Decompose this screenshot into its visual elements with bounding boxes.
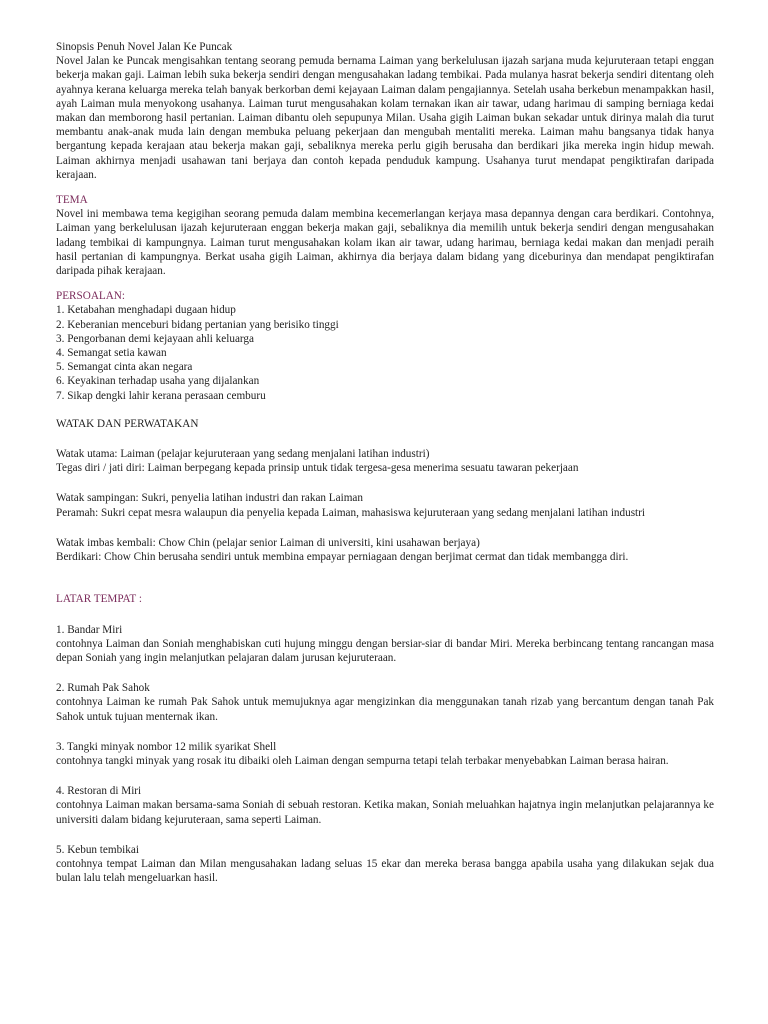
list-item: 1. Ketabahan menghadapi dugaan hidup [56, 304, 236, 317]
list-item: 5. Semangat cinta akan negara [56, 361, 193, 374]
synopsis-paragraph: Novel Jalan ke Puncak mengisahkan tentang seorang pemuda bernama Laiman yang berkelulusan ijazah sarjana muda kejuruteraan tetapi enggan bekerja makan gaji. Laiman lebih suka bekerja sendiri dengan mengusahakan ladang tembikai. Pada mulanya hasrat bekerja sendiri ditentang oleh ayahnya kerana keluarga mereka telah banyak berkorban demi kejayaan Laiman dalam pengajiannya. Setelah usaha berkebun menampakkan hasil, ayah Laiman mula menyokong usahanya. Laiman turut mengusahakan kolam ternakan ikan air tawar, udang harimau di samping berniaga kedai makan dan memborong hasil pertanian. Laiman dibantu oleh sepupunya Milan. Usaha gigih Laiman bukan sekadar untuk dirinya malah dia turut membantu anak-anak muda lain dengan membuka peluang pekerjaan dan mengubah mentaliti mereka. Laiman mahu bangsanya tidak hanya bergantung kepada kerajaan atau bekerja makan gaji, sebaliknya mereka perlu gigih berusaha dan berdikari jika mereka ingin hidup mewah. Laiman akhirnya menjadi usahawan tani berjaya dan contoh kepada penduduk kampung. Usahanya turut mendapat pengiktirafan daripada kerajaan. [56, 55, 714, 181]
latar-item-text: contohnya Laiman ke rumah Pak Sahok untuk memujuknya agar mengizinkan dia menggunakan tanah rizab yang bercantum dengan tanah Pak Sahok untuk tujuan menternak ikan. [56, 696, 714, 723]
persoalan-heading: PERSOALAN: [56, 290, 125, 303]
list-item: 2. Keberanian menceburi bidang pertanian yang berisiko tinggi [56, 318, 339, 331]
list-item: 3. Pengorbanan demi kejayaan ahli keluarga [56, 332, 254, 345]
list-item: 4. Semangat setia kawan [56, 347, 167, 360]
watak-sampingan-label: Watak sampingan: Sukri, penyelia latihan industri dan rakan Laiman [56, 492, 363, 505]
latar-item-5 [56, 843, 714, 886]
tema-heading: TEMA [56, 194, 88, 207]
latar-item-title: 3. Tangki minyak nombor 12 milik syarikat Shell [56, 740, 277, 753]
latar-item-title: 2. Rumah Pak Sahok [56, 682, 150, 695]
latar-item-1 [56, 623, 714, 666]
latar-item-3 [56, 740, 714, 768]
latar-heading: LATAR TEMPAT : [56, 593, 142, 606]
list-item: 6. Keyakinan terhadap usaha yang dijalankan [56, 375, 260, 388]
latar-item-title: 1. Bandar Miri [56, 623, 123, 636]
tema-paragraph: Novel ini membawa tema kegigihan seorang pemuda dalam membina kecemerlangan kerjaya masa depannya dengan cara berdikari. Contohnya, Laiman yang berkelulusan ijazah kejuruteraan enggan bekerja makan gaji, sebaliknya dia memilih untuk bekerja sendiri dengan mengusahakan ladang tembikai di kampungnya. Laiman turut mengusahakan kolam ikan air tawar, udang harimau, berniaga kedai makan dan menjadi peraih hasil pertanian di kampungnya. Berkat usaha gigih Laiman, akhirnya dia berjaya dalam bidang yang diceburinya dan mendapat pengiktirafan daripada pihak kerajaan. [56, 208, 714, 278]
persoalan-list [56, 303, 714, 402]
latar-item-title: 5. Kebun tembikai [56, 843, 139, 856]
latar-item-text: contohnya tempat Laiman dan Milan mengusahakan ladang seluas 15 ekar dan mereka berasa bangga apabila usaha yang dilakukan sejak dua bulan lalu telah mengeluarkan hasil. [56, 857, 714, 885]
watak-sampingan-desc: Peramah: Sukri cepat mesra walaupun dia penyelia kepada Laiman, mahasiswa kejuruteraan yang sedang menjalani latihan industri [56, 506, 645, 519]
latar-item-4 [56, 784, 714, 827]
latar-item-2 [56, 681, 714, 724]
latar-item-text: contohnya Laiman makan bersama-sama Soniah di sebuah restoran. Ketika makan, Soniah meluahkan hajatnya ingin melanjutkan pelajarannya ke universiti dalam bidang kejuruteraan, sama seperti Laiman. [56, 799, 714, 826]
latar-item-text: contohnya tangki minyak yang rosak itu dibaiki oleh Laiman dengan sempurna tetapi telah terbakar menyebabkan Laiman berasa hairan. [56, 754, 669, 767]
watak-imbas-label: Watak imbas kembali: Chow Chin (pelajar senior Laiman di universiti, kini usahawan berjaya) [56, 536, 480, 549]
document-title: Sinopsis Penuh Novel Jalan Ke Puncak [56, 41, 233, 53]
list-item: 7. Sikap dengki lahir kerana perasaan cemburu [56, 389, 266, 402]
watak-heading: WATAK DAN PERWATAKAN [56, 417, 199, 430]
latar-item-title: 4. Restoran di Miri [56, 785, 142, 798]
watak-imbas-desc: Berdikari: Chow Chin berusaha sendiri untuk membina empayar perniagaan dengan berjimat cermat dan tidak membangga diri. [56, 551, 629, 564]
latar-item-text: contohnya Laiman dan Soniah menghabiskan cuti hujung minggu dengan bersiar-siar di bandar Miri. Mereka berbincang tentang rancangan masa depan Soniah yang ingin melanjutkan pelajaran dalam jurusan kejuruteraan. [56, 637, 714, 664]
watak-utama-label: Watak utama: Laiman (pelajar kejuruteraan yang sedang menjalani latihan industri) [56, 448, 430, 461]
watak-utama-desc: Tegas diri / jati diri: Laiman berpegang kepada prinsip untuk tidak tergesa-gesa menerima sesuatu tawaran pekerjaan [56, 462, 579, 475]
